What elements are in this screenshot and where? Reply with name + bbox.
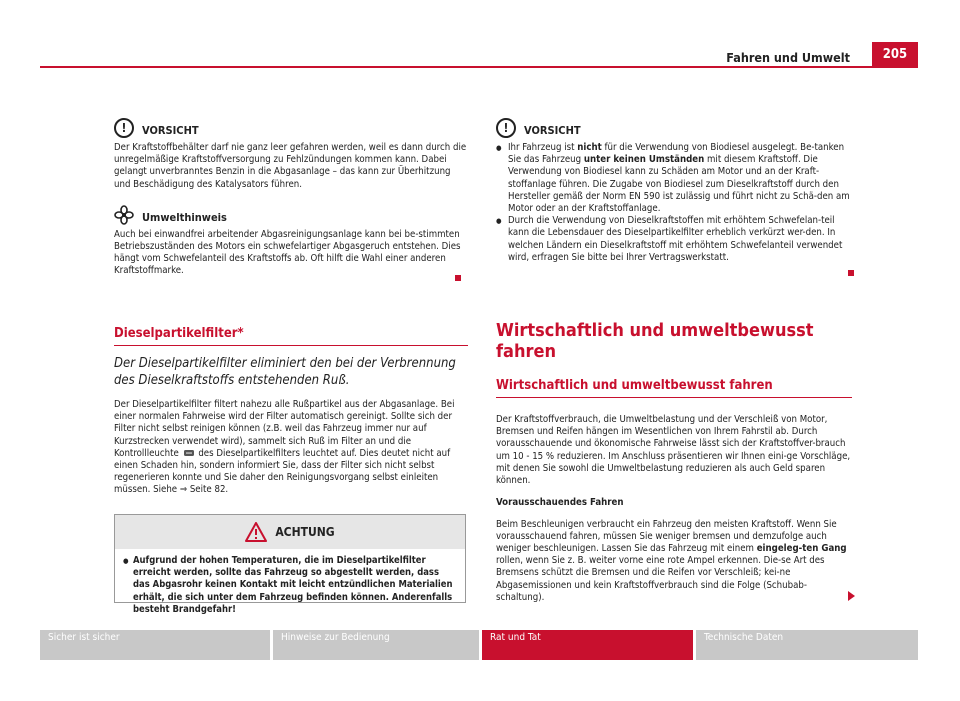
dpf-body-part2: des Dieselpartikelfilters leuchtet auf. Dies deutet nicht auf einen Schaden hin, sondern informiert Sie, dass der Filter sich nicht selbst regenerieren konnte und Sie daher den Reinigungsvorgang selbst einleiten müssen. Siehe ⇒ Seite 82. (114, 447, 451, 496)
emphasis: nicht (577, 142, 602, 153)
page-number: 205 (872, 42, 918, 68)
continue-arrow-icon (848, 591, 855, 601)
achtung-title: ACHTUNG (275, 525, 335, 539)
exclamation-icon: ! (496, 118, 516, 138)
text-run: rollen, wenn Sie z. B. weiter vorne eine rote Ampel erkennen. Die-se Art des Bremsens schützt die Bremsen und die Reifen vor Verschleiß; kei-ne Abgasemissionen und kein Kraftstoffverbrauch sind die Folge (Schubab-schaltung). (496, 555, 825, 603)
warning-triangle-icon (245, 522, 267, 542)
end-marker (848, 270, 854, 276)
left-column (114, 118, 468, 278)
section-title-eco: Wirtschaftlich und umweltbewusst fahren (496, 378, 773, 393)
subheading-vorausschauend: Vorausschauendes Fahren (496, 496, 624, 508)
section-title-dpf: Dieselpartikelfilter* (114, 326, 244, 341)
header-rule (40, 66, 918, 68)
section-rule (114, 345, 468, 346)
umwelt-notice (114, 205, 468, 225)
achtung-header (115, 515, 465, 549)
dpf-warning-light-icon (182, 449, 196, 457)
dpf-intro: Der Dieselpartikelfilter eliminiert den bei der Verbrennung des Dieselkraftstoffs entstehenden Ruß. (114, 356, 456, 388)
emphasis: eingeleg-ten Gang (756, 543, 847, 555)
dpf-body-part1: Der Dieselpartikelfilter filtert nahezu alle Rußpartikel aus der Abgasanlage. Bei einer normalen Fahrweise wird der Filter automatisch gereinigt. Sollte sich der Filter nicht selbst reinigen können (z.B. weil das Fahrzeug immer nur auf Kurzstrecken verwendet wird), sammelt sich Ruß im Filter an und die Kontrollleuchte (114, 399, 455, 459)
exclamation-icon: ! (114, 118, 134, 138)
eco-body-2 (496, 519, 852, 604)
vorsicht-text: Der Kraftstoffbehälter darf nie ganz leer gefahren werden, weil es dann durch die unregelmäßige Kraftstoffversorgung zu Fehlzündungen kommen kann. Dabei gelangt unverbranntes Benzin in die Abgasanlage – das kann zur Überhitzung und Beschädigung des Katalysators führen. (114, 142, 467, 190)
emphasis: unter keinen Umständen (583, 154, 705, 166)
running-header-title: Fahren und Umwelt (726, 50, 850, 65)
footer-tab-hinweise[interactable]: Hinweise zur Bedienung (273, 630, 479, 660)
end-marker (455, 275, 461, 281)
dpf-body (114, 399, 468, 497)
text-run: Beim Beschleunigen verbraucht ein Fahrzeug den meisten Kraftstoff. Wenn Sie vorausschauend fahren, müssen Sie weniger bremsen und demzufolge auch weniger beschleunigen. Lassen Sie das Fahrzeug mit einem (496, 518, 837, 555)
footer-tab-sicher[interactable]: Sicher ist sicher (40, 630, 270, 660)
text-run: mit diesem Kraftstoff. Die Verwendung von Biodiesel kann zu Schäden am Motor und an der Kraft-stoffanlage führen. Die Zugabe von Biodiesel zum Dieselkraftstoff durch den Hersteller gemäß der Norm EN 590 ist zulässig und führt nicht zu Schä-den am Motor oder an der Kraftstoffanlage. (508, 154, 850, 215)
achtung-box (114, 514, 466, 615)
vorsicht-bullet-1 (496, 142, 854, 215)
vorsicht-title-right: VORSICHT (524, 124, 581, 137)
right-column (496, 118, 854, 264)
dpf-section (114, 326, 468, 506)
chapter-title: Wirtschaftlich und umweltbewusst fahren (496, 320, 814, 362)
achtung-text: ● Aufgrund der hohen Temperaturen, die im Dieselpartikelfilter erreicht werden, sollte das Fahrzeug so abgestellt werden, dass das Abgasrohr keinen Kontakt mit leicht entzündlichen Materialien erhält, die sich unter dem Fahrzeug befinden können. Anderenfalls besteht Brandgefahr! (115, 549, 465, 622)
footer-tab-technische-daten[interactable]: Technische Daten (696, 630, 918, 660)
umwelt-title: Umwelthinweis (142, 210, 227, 224)
vorsicht-notice-right (496, 118, 854, 138)
vorsicht-notice-left (114, 118, 468, 138)
section-rule (496, 397, 852, 398)
vorsicht-title: VORSICHT (142, 124, 199, 137)
flower-icon (114, 205, 134, 225)
umwelt-text: Auch bei einwandfrei arbeitender Abgasreinigungsanlage kann bei be-stimmten Betriebszuständen des Motors ein schwefelartiger Abgasgeruch entstehen. Dies hängt vom Schwefelanteil des Kraftstoffs ab. Oft hilft die Wahl einer anderen Kraftstoffmarke. (114, 228, 461, 277)
eco-section (496, 320, 852, 614)
text-run: Ihr Fahrzeug ist (508, 142, 578, 153)
eco-body-1: Der Kraftstoffverbrauch, die Umweltbelastung und der Verschleiß von Motor, Bremsen und Reifen hängen im Wesentlichen von Ihrem Fahrstil ab. Durch vorausschauende und ökonomische Fahrweise lässt sich der Kraftstoffver-brauch um 10 - 15 % reduzieren. Im Anschluss präsentieren wir Ihnen eini-ge Vorschläge, mit denen Sie sowohl die Umweltbelastung reduzieren als auch Geld sparen können. (496, 414, 851, 487)
text-run: für die Verwendung von Biodiesel ausgelegt. Be-tanken Sie das Fahrzeug (508, 142, 845, 166)
footer-tab-rat-und-tat[interactable]: Rat und Tat (482, 630, 693, 660)
vorsicht-bullet-2: ● Durch die Verwendung von Dieselkraftstoffen mit erhöhtem Schwefelan-teil kann die Lebensdauer des Dieselpartikelfilter erheblich verkürzt wer-den. In welchen Ländern ein Dieselkraftstoff mit erhöhtem Schwefelanteil verwendet wird, erfragen Sie bitte bei Ihrer Vertragswerkstatt. (496, 215, 854, 264)
